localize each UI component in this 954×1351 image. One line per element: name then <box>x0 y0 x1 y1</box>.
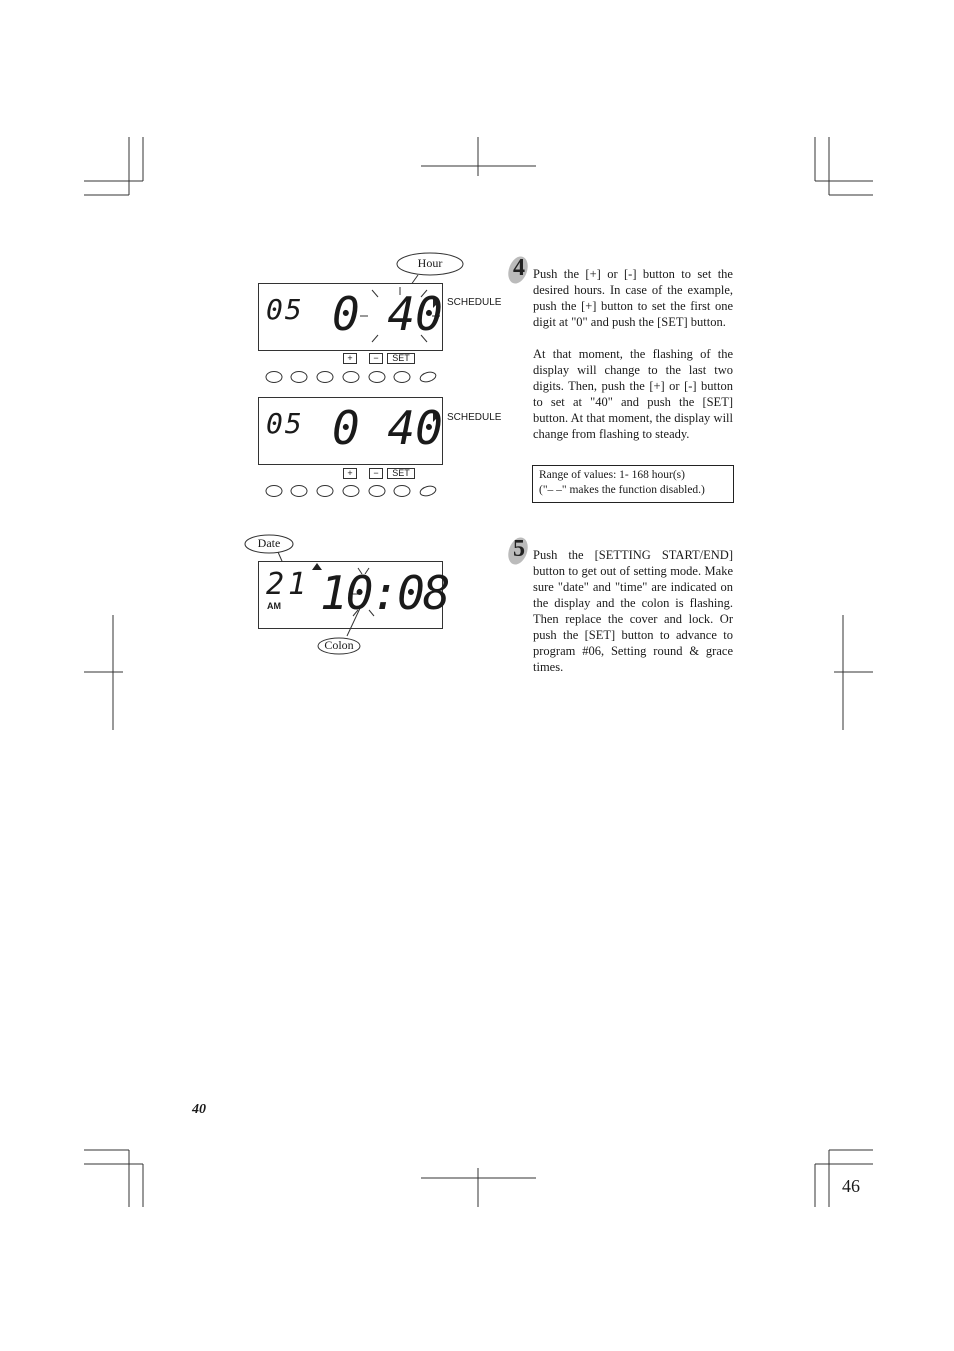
colon-callout-label: Colon <box>324 638 354 652</box>
step-4-paragraph-2: At that moment, the flashing of the display will change to the last two digits. Then, push the [+] or [-] button to set at "40" and push the [SET] button. At that moment, the display will change from flashing to steady. <box>533 347 733 441</box>
plus-button[interactable]: + <box>343 468 357 479</box>
date-callout-label: Date <box>257 536 281 550</box>
range-line-2: ("– –" makes the function disabled.) <box>539 484 705 496</box>
set-button[interactable]: SET <box>387 353 415 364</box>
step-5-paragraph: Push the [SETTING START/END] button to get out of setting mode. Make sure "date" and "time" are indicated on the display and the colon is flashing. Then replace the cover and lock. Or push the [SET] button to advance to program #06, Setting round & grace times. <box>533 548 733 674</box>
plus-button[interactable]: + <box>343 353 357 364</box>
hour-callout-label: Hour <box>417 256 443 270</box>
step-4-number: 4 <box>513 255 525 281</box>
step-4-paragraph-1: Push the [+] or [-] button to set the desired hours. In case of the example, push the [+] button to set the first one digit at "0" and push the [SET] button. <box>533 267 733 329</box>
program-number-digits: 05 <box>266 293 304 326</box>
minus-button[interactable]: − <box>369 353 383 364</box>
minus-button[interactable]: − <box>369 468 383 479</box>
hour-value-digits: 0 40 <box>332 287 443 341</box>
schedule-label: SCHEDULE <box>447 297 502 308</box>
hour-value-digits: 0 40 <box>332 401 443 455</box>
time-digits: 10:08 <box>320 566 449 620</box>
schedule-label: SCHEDULE <box>447 412 502 423</box>
range-line-1: Range of values: 1- 168 hour(s) <box>539 469 685 481</box>
date-digits: 21 <box>266 567 311 602</box>
am-indicator: AM <box>267 601 281 611</box>
set-button[interactable]: SET <box>387 468 415 479</box>
program-number-digits: 05 <box>266 407 304 440</box>
page-number-right: 46 <box>842 1176 860 1196</box>
page-number-left: 40 <box>192 1102 206 1117</box>
step-5-number: 5 <box>513 536 525 562</box>
